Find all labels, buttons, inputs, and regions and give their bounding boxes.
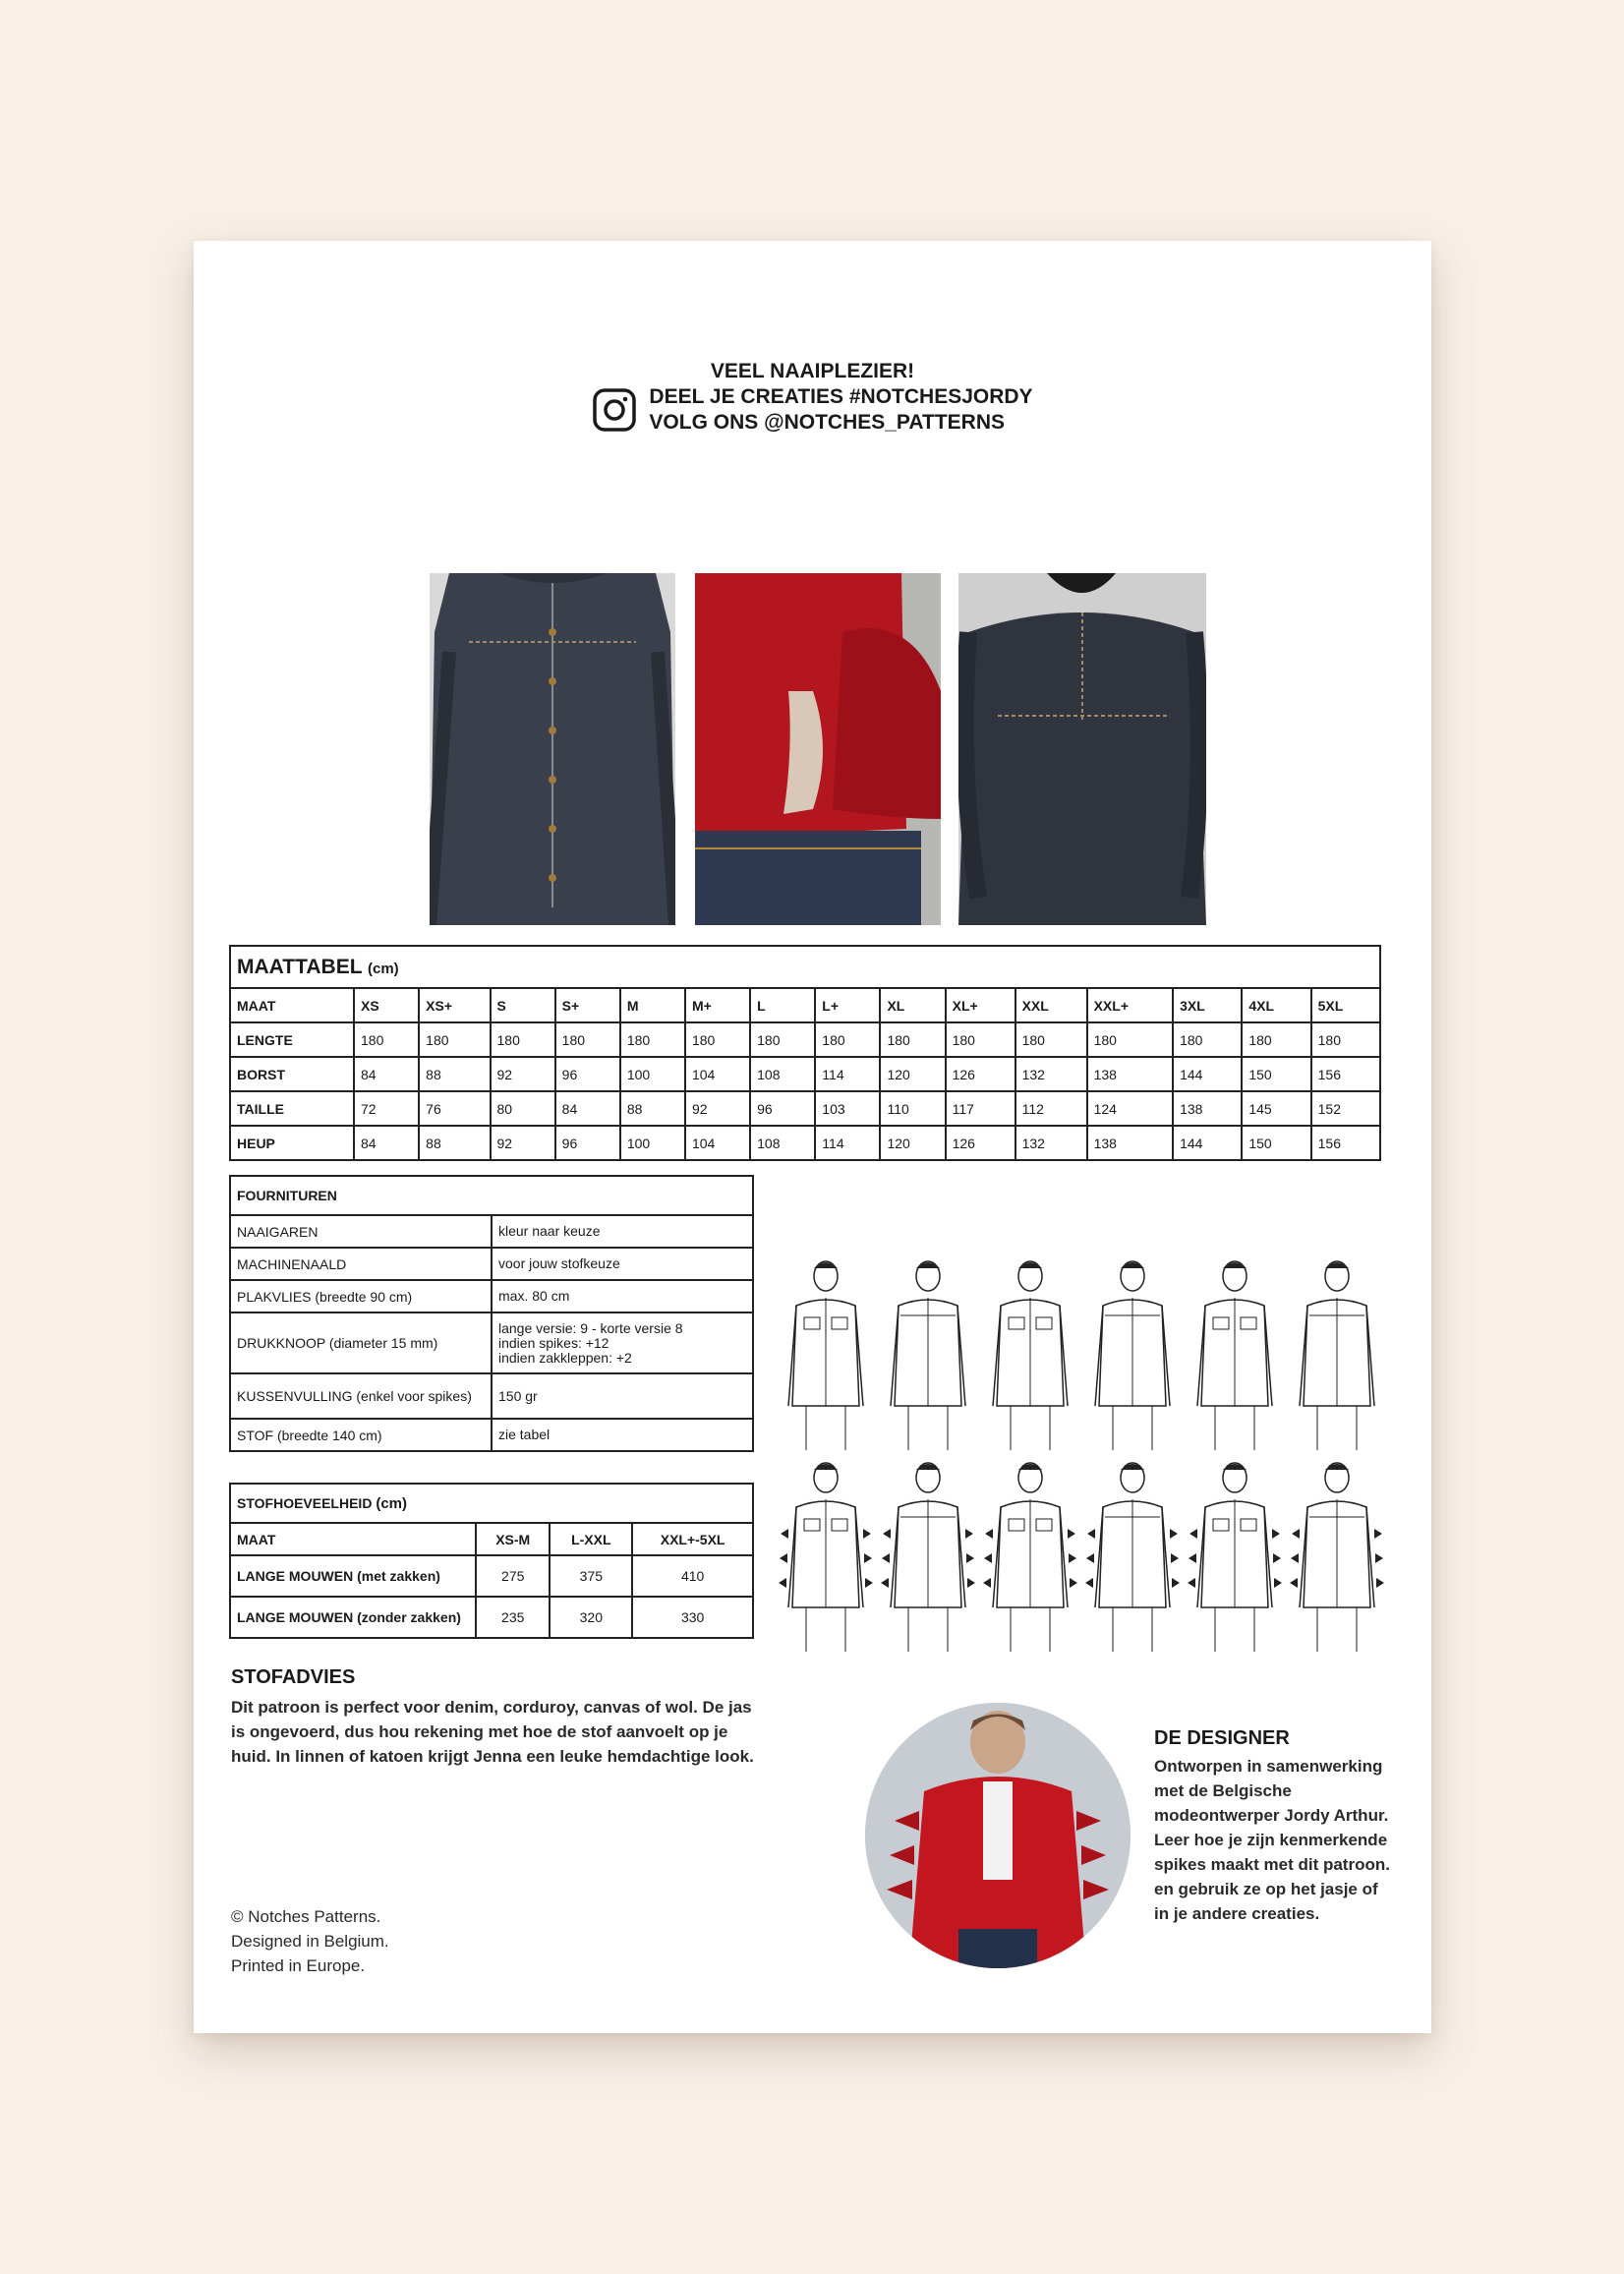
size-cell: HEUP <box>230 1126 354 1160</box>
credit-line-2: Designed in Belgium. <box>231 1932 389 1951</box>
supply-key: DRUKKNOOP (diameter 15 mm) <box>230 1312 492 1373</box>
size-cell: LENGTE <box>230 1022 354 1057</box>
fabric-header-cell: XXL+-5XL <box>632 1523 753 1555</box>
fabric-row <box>230 1555 753 1597</box>
size-cell: 108 <box>750 1126 815 1160</box>
size-cell: 132 <box>1015 1057 1087 1091</box>
size-header-cell: XS <box>354 988 419 1022</box>
size-cell: 180 <box>685 1022 750 1057</box>
fabric-cell: 275 <box>476 1555 550 1597</box>
size-table-row <box>230 1091 1380 1126</box>
supply-value: kleur naar keuze <box>492 1215 753 1248</box>
social-block <box>592 384 1032 436</box>
size-cell: 180 <box>1087 1022 1173 1057</box>
size-cell: 126 <box>946 1126 1015 1160</box>
size-header-cell: S+ <box>555 988 620 1022</box>
size-cell: 120 <box>880 1057 945 1091</box>
fabric-header-cell: XS-M <box>476 1523 550 1555</box>
size-cell: 180 <box>419 1022 490 1057</box>
share-line: DEEL JE CREATIES #NOTCHESJORDY <box>649 385 1033 408</box>
advice-title: STOFADVIES <box>231 1666 356 1688</box>
supply-value: 150 gr <box>492 1373 753 1419</box>
supply-key: KUSSENVULLING (enkel voor spikes) <box>230 1373 492 1419</box>
size-cell: 126 <box>946 1057 1015 1091</box>
supply-key: PLAKVLIES (breedte 90 cm) <box>230 1280 492 1312</box>
size-cell: 120 <box>880 1126 945 1160</box>
size-cell: 104 <box>685 1126 750 1160</box>
supplies-title: FOURNITUREN <box>230 1176 753 1215</box>
size-cell: 180 <box>354 1022 419 1057</box>
size-header-cell: 3XL <box>1173 988 1242 1022</box>
size-header-cell: 4XL <box>1242 988 1310 1022</box>
size-cell: 84 <box>354 1126 419 1160</box>
jacket-sketch <box>1197 1261 1272 1450</box>
size-header-cell: XL <box>880 988 945 1022</box>
size-cell: 132 <box>1015 1126 1087 1160</box>
fabric-header-cell: MAAT <box>230 1523 476 1555</box>
fabric-cell: LANGE MOUWEN (met zakken) <box>230 1555 476 1597</box>
size-cell: 100 <box>620 1057 685 1091</box>
size-table <box>229 945 1381 1161</box>
designer-block <box>1154 1727 1390 1926</box>
size-cell: 138 <box>1087 1126 1173 1160</box>
supplies-table <box>229 1175 754 1452</box>
fabric-cell: 410 <box>632 1555 753 1597</box>
credits <box>231 1904 389 1978</box>
fabric-row <box>230 1597 753 1638</box>
size-cell: 180 <box>555 1022 620 1057</box>
credit-line-1: © Notches Patterns. <box>231 1907 381 1926</box>
size-cell: 180 <box>946 1022 1015 1057</box>
size-cell: 156 <box>1311 1126 1380 1160</box>
size-cell: 84 <box>555 1091 620 1126</box>
jacket-sketch-spikes <box>1188 1463 1282 1652</box>
size-header-cell: 5XL <box>1311 988 1380 1022</box>
size-header-cell: XXL+ <box>1087 988 1173 1022</box>
size-cell: 150 <box>1242 1057 1310 1091</box>
size-cell: BORST <box>230 1057 354 1091</box>
size-cell: 96 <box>555 1057 620 1091</box>
fabric-cell: LANGE MOUWEN (zonder zakken) <box>230 1597 476 1638</box>
follow-line: VOLG ONS @NOTCHES_PATTERNS <box>649 411 1005 434</box>
pattern-sheet <box>194 241 1431 2033</box>
fabric-cell: 375 <box>550 1555 632 1597</box>
size-cell: 80 <box>491 1091 555 1126</box>
size-cell: 108 <box>750 1057 815 1091</box>
fabric-title-text: STOFHOEVEELHEID <box>237 1494 373 1511</box>
size-header-cell: S <box>491 988 555 1022</box>
supply-key: STOF (breedte 140 cm) <box>230 1419 492 1451</box>
fabric-title <box>230 1484 753 1523</box>
size-cell: 103 <box>815 1091 880 1126</box>
jacket-sketch <box>1095 1261 1170 1450</box>
designer-photo <box>865 1703 1131 1968</box>
size-cell: 138 <box>1173 1091 1242 1126</box>
size-cell: 180 <box>750 1022 815 1057</box>
supply-value: max. 80 cm <box>492 1280 753 1312</box>
technical-sketches <box>774 1254 1393 1666</box>
size-header-cell: L <box>750 988 815 1022</box>
supply-row <box>230 1419 753 1451</box>
size-cell: 180 <box>1242 1022 1310 1057</box>
size-cell: 92 <box>685 1091 750 1126</box>
fabric-cell: 320 <box>550 1597 632 1638</box>
jacket-sketch-spikes <box>1290 1463 1384 1652</box>
size-cell: 104 <box>685 1057 750 1091</box>
size-cell: 96 <box>750 1091 815 1126</box>
product-photos <box>430 573 1206 925</box>
photo-front-denim <box>430 573 675 925</box>
size-header-cell: M+ <box>685 988 750 1022</box>
supply-key: NAAIGAREN <box>230 1215 492 1248</box>
size-cell: 180 <box>1173 1022 1242 1057</box>
fabric-table <box>229 1483 754 1639</box>
supply-value: zie tabel <box>492 1419 753 1451</box>
size-cell: 138 <box>1087 1057 1173 1091</box>
size-cell: 124 <box>1087 1091 1173 1126</box>
designer-text: Ontworpen in samenwerking met de Belgische modeontwerper Jordy Arthur. Leer hoe je zijn kenmerkende spikes maakt met dit patroon. en gebruik ze op het jasje of in je andere creaties. <box>1154 1757 1390 1923</box>
size-table-title-text: MAATTABEL <box>237 955 363 978</box>
supply-row <box>230 1248 753 1280</box>
supply-row <box>230 1280 753 1312</box>
size-cell: 88 <box>419 1057 490 1091</box>
photo-back-denim <box>958 573 1206 925</box>
size-cell: 110 <box>880 1091 945 1126</box>
size-cell: 180 <box>1015 1022 1087 1057</box>
size-cell: 114 <box>815 1057 880 1091</box>
credit-line-3: Printed in Europe. <box>231 1956 366 1975</box>
jacket-sketch <box>1300 1261 1374 1450</box>
instagram-icon <box>592 387 637 433</box>
size-cell: 180 <box>1311 1022 1380 1057</box>
fabric-header-cell: L-XXL <box>550 1523 632 1555</box>
size-cell: 144 <box>1173 1126 1242 1160</box>
size-header-cell: L+ <box>815 988 880 1022</box>
size-cell: 150 <box>1242 1126 1310 1160</box>
jacket-sketch-spikes <box>1085 1463 1180 1652</box>
size-header-cell: XS+ <box>419 988 490 1022</box>
size-cell: 92 <box>491 1126 555 1160</box>
supply-row <box>230 1373 753 1419</box>
size-cell: 145 <box>1242 1091 1310 1126</box>
jacket-sketch <box>788 1261 863 1450</box>
size-cell: 180 <box>815 1022 880 1057</box>
size-cell: 92 <box>491 1057 555 1091</box>
size-cell: 156 <box>1311 1057 1380 1091</box>
size-cell: 117 <box>946 1091 1015 1126</box>
size-cell: 180 <box>620 1022 685 1057</box>
supply-value: lange versie: 9 - korte versie 8 indien spikes: +12 indien zakkleppen: +2 <box>492 1312 753 1373</box>
header <box>194 359 1431 439</box>
size-cell: 180 <box>491 1022 555 1057</box>
supply-row <box>230 1312 753 1373</box>
fabric-unit: (cm) <box>376 1494 407 1512</box>
size-table-row <box>230 1126 1380 1160</box>
size-table-row <box>230 1022 1380 1057</box>
size-table-row <box>230 1057 1380 1091</box>
size-cell: 76 <box>419 1091 490 1126</box>
size-header-cell: XXL <box>1015 988 1087 1022</box>
jacket-sketch <box>891 1261 965 1450</box>
size-cell: 84 <box>354 1057 419 1091</box>
fabric-cell: 235 <box>476 1597 550 1638</box>
size-header-cell: MAAT <box>230 988 354 1022</box>
size-header-cell: M <box>620 988 685 1022</box>
designer-title: DE DESIGNER <box>1154 1727 1290 1749</box>
size-table-header <box>230 988 1380 1022</box>
jacket-sketch-spikes <box>881 1463 975 1652</box>
size-table-unit: (cm) <box>368 960 399 977</box>
fabric-advice <box>231 1666 762 1769</box>
jacket-sketch <box>993 1261 1068 1450</box>
size-cell: 96 <box>555 1126 620 1160</box>
size-cell: 88 <box>620 1091 685 1126</box>
fabric-header <box>230 1523 753 1555</box>
size-header-cell: XL+ <box>946 988 1015 1022</box>
size-table-title <box>230 946 1380 988</box>
fabric-cell: 330 <box>632 1597 753 1638</box>
photo-red-detail <box>695 573 941 925</box>
header-title: VEEL NAAIPLEZIER! <box>710 360 915 382</box>
advice-text: Dit patroon is perfect voor denim, corduroy, canvas of wol. De jas is ongevoerd, dus hou rekening met hoe de stof aanvoelt op je huid. In linnen of katoen krijgt Jenna een leuke hemdachtige look. <box>231 1698 754 1766</box>
size-cell: 144 <box>1173 1057 1242 1091</box>
size-cell: 180 <box>880 1022 945 1057</box>
supply-key: MACHINENAALD <box>230 1248 492 1280</box>
size-cell: 72 <box>354 1091 419 1126</box>
size-cell: 100 <box>620 1126 685 1160</box>
size-cell: TAILLE <box>230 1091 354 1126</box>
supply-row <box>230 1215 753 1248</box>
size-cell: 88 <box>419 1126 490 1160</box>
size-cell: 152 <box>1311 1091 1380 1126</box>
jacket-sketch-spikes <box>779 1463 873 1652</box>
supply-value: voor jouw stofkeuze <box>492 1248 753 1280</box>
jacket-sketch-spikes <box>983 1463 1077 1652</box>
size-cell: 112 <box>1015 1091 1087 1126</box>
size-cell: 114 <box>815 1126 880 1160</box>
